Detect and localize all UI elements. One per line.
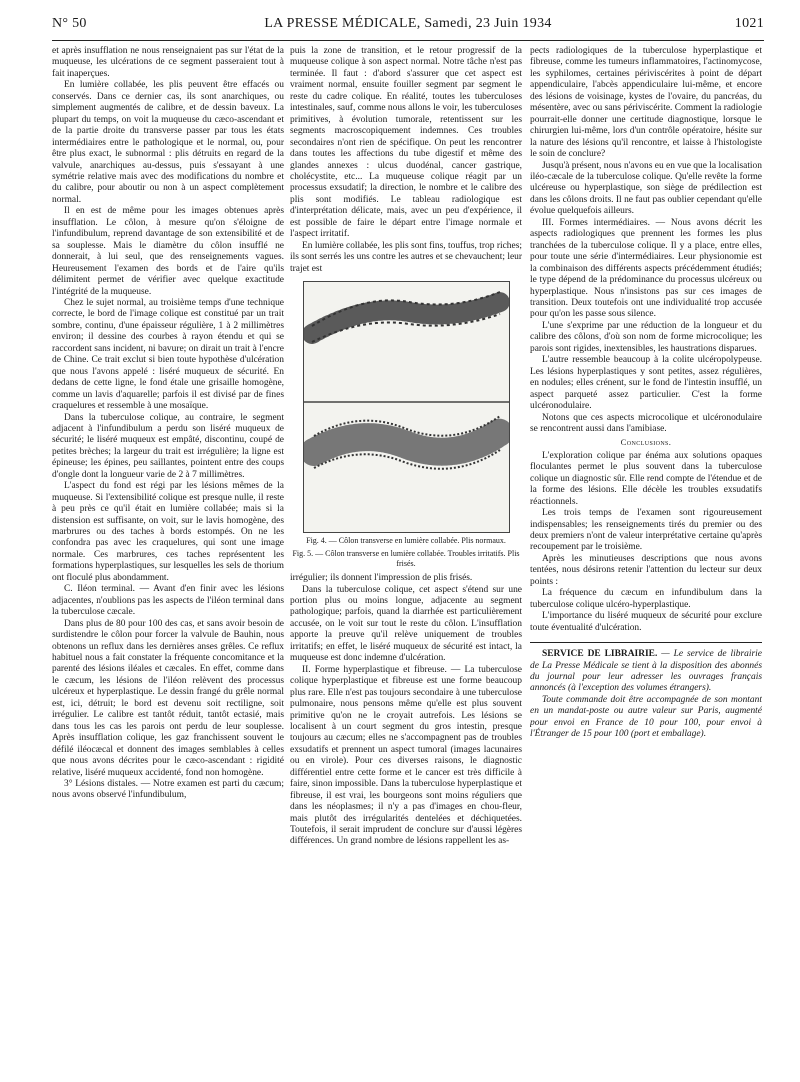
paragraph: Il en est de même pour les images obtenues après insufflation. Le côlon, à mesure qu'on s'éloigne de l'infundibulum, reprend davantage de son extensibilité et de sa souplesse. Mais le diamètre du côlon insufflé ne donnerait, à lui seul, que des renseignements vagues. Heureusement l'examen des bords et de l'aire qu'ils délimitent permet de vérifier avec quelque exactitude l'intégrité de la muqueuse. — [52, 206, 284, 297]
paragraph: irrégulier; ils donnent l'impression de plis frisés. — [290, 573, 473, 584]
paragraph: puis la zone de transition, et le retour progressif de la muqueuse colique à son aspect normal. Notre tâche n'est pas terminée. Il faut : d'abord s'assurer que cet aspect est vraiment normal, ensuite fouiller segment par segment le reste du cadre colique. En réalité, toutes les tuberculoses intestinales, sauf, comme nous allons le voir, les tuberculoses primitives, à évolution tumorale, retentissent sur les segments macroscopiquement indemnes. Ces troubles secondaires n'ont rien de spécifique. On peut les rencontrer dans toutes les affections du tube digestif et même des glandes annexes : ulcus duodénal, cancer gastrique, cholécystite, etc... La muqueuse colique réagit par un processus exsudatif; la direction, le nombre et le calibre des plis sont modifiés. Le tableau radiologique est d'interprétation délicate, mais, avec un peu d'expérience, il est possible de faire le départ entre l'image normale et l'aspect irritatif. — [290, 46, 522, 240]
paragraph: L'importance du liséré muqueux de sécurité pour exclure toute éventualité d'ulcération. — [530, 611, 762, 633]
paragraph: L'une s'exprime par une réduction de la longueur et du calibre des côlons, d'où son nom de forme microcolique; les parois sont rigides, inextensibles, les haustrations disparues. — [530, 320, 762, 354]
paragraph: Après les minutieuses descriptions que nous avons tentées, nous désirons retenir l'attention du lecteur sur deux points : — [530, 553, 762, 587]
paragraph: L'exploration colique par énéma aux solutions opaques floculantes permet le plus souvent dans la tuberculose colique un diagnostic sûr. Elle rend compte de l'étendue et de la forme des lésions. Elle décèle les troubles exsudatifs réactionnels. — [530, 450, 762, 507]
paragraph: Dans la tuberculose colique, cet aspect s'étend sur une portion plus ou moins longue, adjacente au segment pathologique; parfois, quand la diarrhée est particulièrement accusée, on le voit sur tout le reste du côlon. L'insufflation apporte la preuve qu'il relève uniquement de troubles irritatifs; en effet, le liséré muqueux de sécurité est intact, la muqueuse est donc indemne d'ulcération. — [290, 584, 522, 664]
paragraph: II. Forme hyperplastique et fibreuse. — La tuberculose colique hyperplastique et fibreuse est une forme beaucoup plus rare. Elle n'est pas toujours secondaire à une tuberculose pulmonaire, nous pensons même qu'elle est plus souvent primitive qu'on ne le croyait autrefois. Les lésions se localisent à un court segment du gros intestin, presque toujours au cæcum; elles ne s'accompagnent pas de troubles exsudatifs et prennent un aspect tumoral (images lacunaires ou en virole). Pour ces diverses raisons, le diagnostic différentiel entre cette forme et le cancer est très difficile à faire, sinon impossible. Dans la tuberculose hyperplastique et fibreuse, il est vrai, les bourgeons sont moins réguliers que dans les néoplasmes; il n'y a pas d'images en chou-fleur, mais plutôt des irrégularités dentelées et déchiquetées. Toutefois, il serait imprudent de conclure sur d'aussi légères différences. Un grand nombre de lésions rappellent les as- — [290, 664, 522, 847]
column-3 — [530, 46, 762, 1072]
figure-block — [290, 281, 522, 569]
notice-title: SERVICE DE LIBRAIRIE. — [542, 649, 658, 660]
paragraph: Dans la tuberculose colique, au contraire, le segment adjacent à l'infundibulum a perdu son liséré muqueux de sécurité; le liséré muqueux est empâté, discontinu, coupé de petites brèches; la largeur du trait est irrégulière; la ligne est épineuse; les épines, peu saillantes, pointent entre des coups d'ongle dont la longueur varie de 2 à 7 millimètres. — [52, 412, 284, 480]
paragraph: L'aspect du fond est régi par les lésions mêmes de la muqueuse. Si l'extensibilité colique est presque nulle, il reste à peu près ce qu'il était en lumière collabée; mais si la distension est suffisante, on voit, sur le lavis homogène, des marbrures ou des taches à bords estompés. On ne les confondra pas avec les craquelures, qui sont une image normale. Ces marbrures, ces taches représentent les formations hyperplastiques, sur lesquelles les sels de thorium ont floculé plus abondamment. — [52, 481, 284, 583]
bookshop-notice — [530, 642, 762, 741]
page-header — [52, 16, 764, 36]
paragraph: et après insufflation ne nous renseignaient pas sur l'état de la muqueuse, les ulcérations de ce segment passeraient tout à fait inaperçues. — [52, 46, 284, 79]
paragraph: La fréquence du cæcum en infundibulum dans la tuberculose colique ulcéro-hyperplastique. — [530, 588, 762, 610]
journal-title-date: LA PRESSE MÉDICALE, Samedi, 23 Juin 1934 — [264, 16, 552, 31]
column-2 — [290, 46, 522, 1072]
paragraph: Chez le sujet normal, au troisième temps d'une technique correcte, le bord de l'image colique est constitué par un trait sombre, continu, d'une épaisseur régulière, 1 à 2 millimètres environ; il dessine des courbes à rayon étendu et qui se raccordent sans incident, ni bavure; on dirait un trait à l'encre de Chine. Ce trait exclut si bien toute hypothèse d'ulcération que nous l'avons appelé : liséré muqueux de sécurité. En dedans de cette ligne, le fond étale une grisaille homogène, comme un lavis d'aquarelle; parfois il est divisé par de fines craquelures et ressemble à une mosaïque. — [52, 297, 284, 412]
paragraph: En lumière collabée, les plis sont fins, touffus, trop riches; ils sont serrés les uns contre les autres et se chevauchent; leur trajet est — [290, 240, 522, 274]
column-1 — [52, 46, 284, 1072]
notice-text-2: Toute commande doit être accompagnée de son montant en un mandat-poste ou autre valeur sur Paris, augmenté pour envoi en France de 10 pour 100, pour envoi à l'Étranger de 15 pour 100 (port et emballage). — [530, 694, 762, 740]
figure-5-caption: Fig. 5. — Côlon transverse en lumière collabée. Troubles irritatifs. Plis frisés. — [292, 549, 520, 569]
issue-number: N° 50 — [52, 16, 87, 31]
radiograph-image — [304, 282, 509, 532]
paragraph: Notons que ces aspects microcolique et ulcéronodulaire se rencontrent aussi dans l'amibiase. — [530, 412, 762, 434]
paragraph: Les trois temps de l'examen sont rigoureusement indispensables; les renseignements tirés du premier ou des deux premiers n'ont de valeur interprétative certaine qu'après recoupement par le troisième. — [530, 508, 762, 553]
paragraph: III. Formes intermédiaires. — Nous avons décrit les aspects radiologiques que prennent les formes les plus tranchées de la tuberculose colique. Il y a place, entre elles, pour toute une série d'intermédiaires. Leur physionomie est la combinaison des différents aspects précédemment étudiés; le type dépend de la prédominance du processus ulcéreux ou hyperplastique. Nous n'insistons pas sur ces images de transition. Deux toutefois ont une individualité trop accusée pour qu'on les passe sous silence. — [530, 217, 762, 320]
paragraph: En lumière collabée, les plis peuvent être effacés ou conservés. Dans ce dernier cas, ils sont anarchiques, ou simplement augmentés de calibre, et de dessin baveux. La plupart du temps, on voit la muqueuse du cæco-ascendant et de la partie droite du transverse passer par tous les états intermédiaires entre le pathologique et le normal, ou, pour être plus exact, le subnormal : plis détruits en regard de la valvule, anarchiques au-dessus, puis s'essayant à une symétrie relative mais avec des modifications du nombre et du calibre, pour aboutir ou non à un aspect complètement normal. — [52, 80, 284, 205]
header-rule — [52, 40, 764, 41]
paragraph: C. Iléon terminal. — Avant d'en finir avec les lésions adjacentes, n'oublions pas les aspects de l'iléon terminal dans la tuberculose cæcale. — [52, 584, 284, 618]
paragraph: 3° Lésions distales. — Notre examen est parti du cæcum; nous avons observé l'infundibulum, — [52, 779, 284, 801]
page-number: 1021 — [734, 16, 764, 31]
paragraph: pects radiologiques de la tuberculose hyperplastique et fibreuse, comme les tumeurs inflammatoires, l'actinomycose, les syphilomes, certaines périviscérites à point de départ appendiculaire, l'abcès appendiculaire lui-même, et encore des lésions de voisinage, kystes de l'ovaire, du pancréas, du mésentère, avec ou sans périviscérite. Comment la radiologie pourrait-elle donner une certitude diagnostique, lorsque le chirurgien lui-même, lors d'un contrôle opératoire, hésite sur la nature des lésions qu'il rencontre, et laisse à l'histologiste le soin de conclure? — [530, 46, 762, 160]
notice-text: — Le service de librairie de La Presse Médicale se tient à la disposition des abonnés du journal pour leur adresser les ouvrages français annoncés (à l'exception des volumes étrangers). — [530, 649, 762, 694]
conclusions-heading: Conclusions. — [620, 437, 672, 448]
paragraph: L'autre ressemble beaucoup à la colite ulcéropolypeuse. Les lésions hyperplastiques y sont petites, assez régulières, en nodules; elles crénent, sur le fond de l'intestin insufflé, un aspect parqueté assez particulier. C'est la forme ulcéronodulaire. — [530, 355, 762, 412]
paragraph: Dans plus de 80 pour 100 des cas, et sans avoir besoin de surdistendre le côlon pour forcer la valvule de Bauhin, nous obtenons un reflux dans les dernières anses grêles. Ce reflux habituel nous a fait constater la fréquente concomitance et la parenté des lésions iléales et cæcales. En effet, comme dans le cæcum, les lésions de l'iléon relèvent des processus ulcéreux et hyperplastique. Le dessin frangé du grêle normal est, ici, détruit; le bord est devenu soit rectiligne, soit irrégulier. Le calibre est tantôt réduit, tantôt ectasié, mais dans tous les cas les parois ont perdu de leur souplesse. Après insufflation colique, les gaz franchissent souvent le défilé iléocæcal et donnent des images semblables à celles que nous avons décrites pour le cæco-ascendant : rigidité relative, liséré muqueux accidenté, fond non homogène. — [52, 618, 284, 778]
radiograph-figure — [303, 281, 510, 533]
figure-4-caption: Fig. 4. — Côlon transverse en lumière collabée. Plis normaux. — [306, 536, 506, 546]
paragraph: Jusqu'à présent, nous n'avons eu en vue que la localisation iléo-cæcale de la tuberculose colique. Qu'elle revête la forme ulcéreuse ou hyperplastique, son siège de prédilection est dans les côlons droits. Il ne faut pas oublier cependant qu'elle évolue quelquefois ailleurs. — [530, 160, 762, 217]
